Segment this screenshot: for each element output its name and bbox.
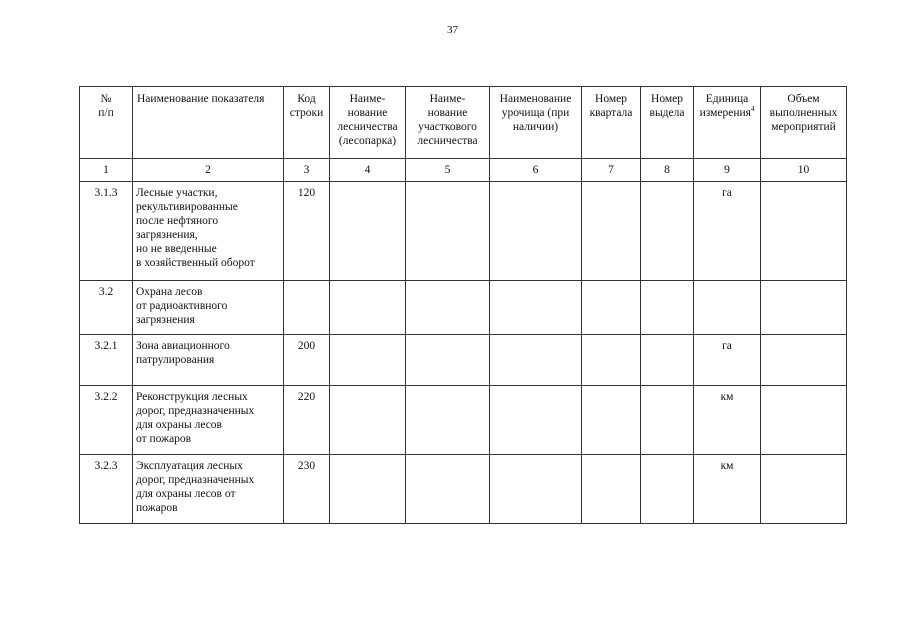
header-cell: Номер квартала bbox=[582, 87, 641, 159]
empty-cell bbox=[641, 335, 694, 386]
unit bbox=[694, 281, 761, 335]
table-row bbox=[80, 182, 847, 281]
page-number: 37 bbox=[447, 24, 458, 36]
report-table bbox=[79, 86, 847, 524]
unit: га bbox=[694, 335, 761, 386]
column-number: 7 bbox=[582, 159, 641, 182]
column-number: 3 bbox=[284, 159, 330, 182]
line-code: 230 bbox=[284, 455, 330, 524]
indicator-name: Лесные участки, рекультивированные после нефтяного загрязнения, но не введенные в хозяйственный оборот bbox=[133, 182, 284, 281]
empty-cell bbox=[406, 455, 490, 524]
indicator-name: Зона авиационного патрулирования bbox=[133, 335, 284, 386]
empty-cell bbox=[490, 281, 582, 335]
unit: км bbox=[694, 386, 761, 455]
header-cell: Наиме- нование лесничества (лесопарка) bbox=[330, 87, 406, 159]
item-number: 3.1.3 bbox=[80, 182, 133, 281]
empty-cell bbox=[330, 335, 406, 386]
item-number: 3.2.2 bbox=[80, 386, 133, 455]
header-cell: Код строки bbox=[284, 87, 330, 159]
footnote-mark: 4 bbox=[750, 105, 755, 114]
header-cell: Наиме- нование участкового лесничества bbox=[406, 87, 490, 159]
indicator-name: Охрана лесов от радиоактивного загрязнения bbox=[133, 281, 284, 335]
empty-cell bbox=[641, 455, 694, 524]
header-cell: Наименование показателя bbox=[133, 87, 284, 159]
empty-cell bbox=[406, 281, 490, 335]
empty-cell bbox=[761, 281, 847, 335]
empty-cell bbox=[330, 455, 406, 524]
empty-cell bbox=[582, 182, 641, 281]
empty-cell bbox=[490, 386, 582, 455]
empty-cell bbox=[490, 182, 582, 281]
indicator-name: Реконструкция лесных дорог, предназначенных для охраны лесов от пожаров bbox=[133, 386, 284, 455]
column-number: 1 bbox=[80, 159, 133, 182]
empty-cell bbox=[406, 182, 490, 281]
column-number: 2 bbox=[133, 159, 284, 182]
header-cell: Единица измерения$^4$ bbox=[694, 87, 761, 159]
header-cell: Наименование урочища (при наличии) bbox=[490, 87, 582, 159]
header-row bbox=[80, 87, 847, 159]
header-cell: № п/п bbox=[80, 87, 133, 159]
line-code: 220 bbox=[284, 386, 330, 455]
empty-cell bbox=[406, 335, 490, 386]
empty-cell bbox=[582, 386, 641, 455]
header-cell: Объем выполненных мероприятий bbox=[761, 87, 847, 159]
table-row bbox=[80, 281, 847, 335]
empty-cell bbox=[582, 335, 641, 386]
empty-cell bbox=[641, 182, 694, 281]
unit: км bbox=[694, 455, 761, 524]
empty-cell bbox=[761, 455, 847, 524]
column-number: 9 bbox=[694, 159, 761, 182]
column-number: 6 bbox=[490, 159, 582, 182]
column-number-row bbox=[80, 159, 847, 182]
empty-cell bbox=[582, 455, 641, 524]
empty-cell bbox=[761, 335, 847, 386]
empty-cell bbox=[582, 281, 641, 335]
empty-cell bbox=[490, 455, 582, 524]
column-number: 10 bbox=[761, 159, 847, 182]
empty-cell bbox=[490, 335, 582, 386]
header-cell: Номер выдела bbox=[641, 87, 694, 159]
line-code bbox=[284, 281, 330, 335]
item-number: 3.2.1 bbox=[80, 335, 133, 386]
unit: га bbox=[694, 182, 761, 281]
item-number: 3.2.3 bbox=[80, 455, 133, 524]
empty-cell bbox=[641, 281, 694, 335]
indicator-name: Эксплуатация лесных дорог, предназначенных для охраны лесов от пожаров bbox=[133, 455, 284, 524]
table-row bbox=[80, 386, 847, 455]
column-number: 4 bbox=[330, 159, 406, 182]
empty-cell bbox=[761, 182, 847, 281]
column-number: 5 bbox=[406, 159, 490, 182]
table-row bbox=[80, 335, 847, 386]
empty-cell bbox=[641, 386, 694, 455]
item-number: 3.2 bbox=[80, 281, 133, 335]
line-code: 120 bbox=[284, 182, 330, 281]
empty-cell bbox=[330, 281, 406, 335]
column-number: 8 bbox=[641, 159, 694, 182]
empty-cell bbox=[406, 386, 490, 455]
line-code: 200 bbox=[284, 335, 330, 386]
empty-cell bbox=[330, 386, 406, 455]
empty-cell bbox=[761, 386, 847, 455]
empty-cell bbox=[330, 182, 406, 281]
table-row bbox=[80, 455, 847, 524]
